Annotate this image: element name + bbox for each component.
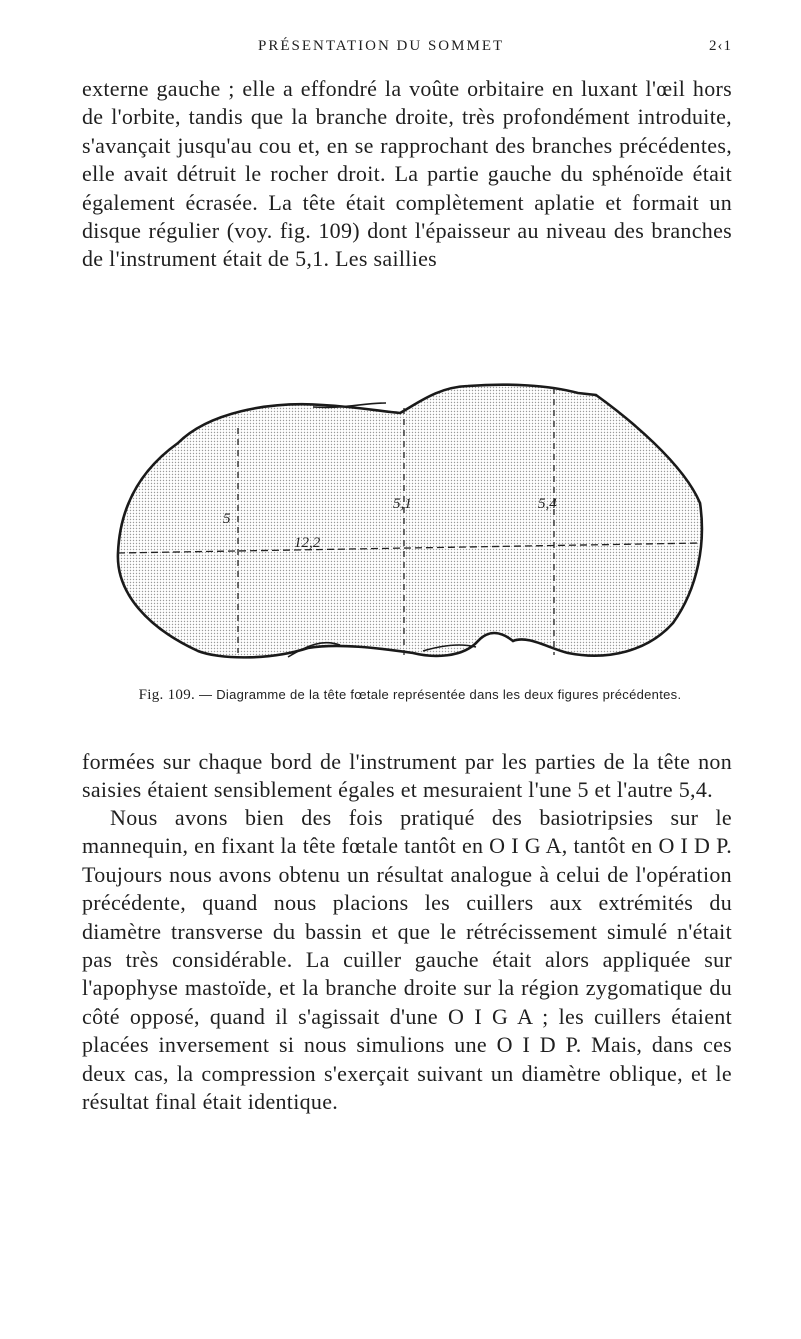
caption-text: — Diagramme de la tête fœtale représentée dans les deux figures précédentes. [195, 687, 682, 702]
head-diagram [108, 383, 708, 665]
paragraph-2: formées sur chaque bord de l'instrument par les parties de la tête non saisies étaient sensiblement égales et mesuraient l'une 5 et l'autre 5,4. [82, 749, 732, 803]
caption-label: Fig. 109. [138, 687, 196, 703]
running-header [82, 38, 732, 62]
label-right: 5,4 [538, 496, 557, 512]
page-number: 2‹1 [709, 38, 732, 54]
head-outline [118, 385, 702, 658]
figure-caption [130, 686, 690, 704]
paragraph-3: Nous avons bien des fois pratiqué des basiotripsies sur le mannequin, en fixant la tête fœtale tantôt en O I G A, tantôt en O I D P. Toujours nous avons obtenu un résultat analogue à celui de l'opération précédente, quand nous placions les cuillers aux extrémités du diamètre transverse du bassin et que le rétrécissement simulé n'était pas très considérable. La cuiller gauche était alors appliquée sur l'apophyse mastoïde, et la branche droite sur la région zygomatique du côté opposé, quand il s'agissait d'une O I G A ; les cuillers étaient placées inversement si nous simulions une O I D P. Mais, dans ces deux cas, la compression s'exerçait suivant un diamètre oblique, et le résultat final était identique. [82, 805, 732, 1115]
running-title: PRÉSENTATION DU SOMMET [258, 38, 505, 54]
figure-109 [108, 383, 708, 665]
paragraph-1: externe gauche ; elle a effondré la voûte orbitaire en luxant l'œil hors de l'orbite, tandis que la branche droite, très profondément introduite, s'avançait jusqu'au cou et, en se rapprochant des branches précédentes, elle avait détruit le rocher droit. La partie gauche du sphénoïde était également écrasée. La tête était complètement aplatie et formait un disque régulier (voy. fig. 109) dont l'épaisseur au niveau des branches de l'instrument était de 5,1. Les saillies [82, 76, 732, 272]
label-center-line: 12,2 [294, 535, 321, 551]
label-left: 5 [223, 511, 231, 527]
label-mid: 5,1 [393, 496, 412, 512]
